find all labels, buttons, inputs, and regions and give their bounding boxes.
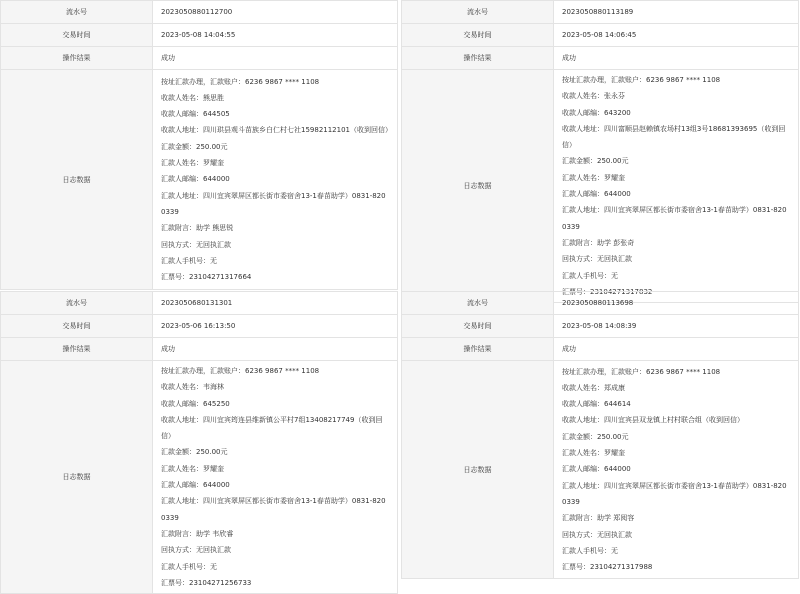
- log-line: 收款人姓名：张永芬: [562, 92, 625, 101]
- log-line: 回执方式：无回执汇款: [562, 255, 632, 264]
- log-line: 收款人姓名：郑成康: [562, 383, 625, 392]
- serial-value: 2023050680131301: [153, 292, 398, 315]
- log-line: 汇款人地址：四川宜宾翠屏区都长街市委宿舍13-1春苗助学）0831-8200339: [562, 206, 787, 231]
- log-line: 按址汇款办理，汇款账户：6236 9867 **** 1108: [161, 77, 320, 86]
- log-line: 汇款人手机号：无: [562, 271, 618, 280]
- result-value: 成功: [153, 47, 398, 70]
- result-value: 成功: [554, 338, 799, 361]
- log-line: 汇票号：23104271317664: [161, 273, 252, 282]
- log-line: 汇款人姓名：罗耀奎: [562, 173, 625, 182]
- log-line: 汇款附言：助学 韦欣睿: [161, 529, 234, 538]
- serial-label: 流水号: [1, 292, 153, 315]
- log-label: 日志数据: [1, 70, 153, 290]
- log-line: 汇款人地址：四川宜宾翠屏区都长街市委宿舍13-1春苗助学）0831-8200339: [562, 481, 787, 506]
- log-label: 日志数据: [402, 361, 554, 579]
- log-line: 汇款金额：250.00元: [161, 142, 228, 151]
- log-line: 汇票号：23104271317832: [562, 287, 653, 296]
- serial-value: 2023050880113698: [554, 292, 799, 315]
- log-data: [554, 361, 799, 579]
- log-line: 汇款人手机号：无: [161, 256, 217, 265]
- serial-value: 2023050880113189: [554, 1, 799, 24]
- log-line: 收款人地址：四川宜宾县双龙镇上村村联合组（收到回信）: [562, 416, 744, 425]
- time-value: 2023-05-08 14:06:45: [554, 24, 799, 47]
- time-label: 交易时间: [402, 24, 554, 47]
- log-line: 收款人邮编：644505: [161, 110, 230, 119]
- log-line: 按址汇款办理，汇款账户：6236 9867 **** 1108: [562, 367, 721, 376]
- log-line: 按址汇款办理，汇款账户：6236 9867 **** 1108: [562, 76, 721, 84]
- log-line: 收款人邮编：645250: [161, 399, 230, 408]
- log-label: 日志数据: [1, 361, 153, 594]
- log-label: 日志数据: [402, 70, 554, 303]
- log-line: 按址汇款办理，汇款账户：6236 9867 **** 1108: [161, 367, 320, 375]
- log-line: 收款人邮编：643200: [562, 108, 631, 117]
- time-label: 交易时间: [402, 315, 554, 338]
- log-data: [153, 361, 398, 594]
- log-line: 收款人姓名：熊思胜: [161, 93, 224, 102]
- log-line: 汇款人姓名：罗耀奎: [161, 159, 224, 168]
- record-panel: [401, 0, 799, 303]
- record-panel: [0, 0, 398, 290]
- time-value: 2023-05-08 14:04:55: [153, 24, 398, 47]
- time-value: 2023-05-06 16:13:50: [153, 315, 398, 338]
- log-line: 汇款金额：250.00元: [562, 432, 629, 441]
- log-line: 回执方式：无回执汇款: [161, 546, 231, 555]
- log-line: 汇款附言：助学 熊思锐: [161, 224, 234, 233]
- result-label: 操作结果: [1, 47, 153, 70]
- log-line: 汇款附言：助学 郑阅容: [562, 514, 635, 523]
- log-line: 汇款人地址：四川宜宾翠屏区都长街市委宿舍13-1春苗助学）0831-8200339: [161, 191, 386, 216]
- result-label: 操作结果: [1, 338, 153, 361]
- serial-label: 流水号: [402, 1, 554, 24]
- log-line: 收款人姓名：韦海林: [161, 383, 224, 392]
- serial-label: 流水号: [1, 1, 153, 24]
- log-line: 汇款人邮编：644000: [161, 175, 230, 184]
- log-line: 回执方式：无回执汇款: [161, 240, 231, 249]
- log-data: [153, 70, 398, 290]
- log-line: 收款人地址：四川宜宾筠连县维新镇公平村7组13408217749（收到回信）: [161, 415, 383, 441]
- log-line: 汇款金额：250.00元: [161, 448, 228, 457]
- log-line: 汇款附言：助学 彭张奇: [562, 238, 635, 247]
- log-line: 汇款人手机号：无: [562, 546, 618, 555]
- log-line: 汇款人手机号：无: [161, 562, 217, 571]
- result-label: 操作结果: [402, 47, 554, 70]
- log-line: 汇款金额：250.00元: [562, 157, 629, 166]
- result-label: 操作结果: [402, 338, 554, 361]
- result-value: 成功: [554, 47, 799, 70]
- log-line: 收款人地址：四川富顺县赵赖镇农场村13组3号18681393695（收到回信）: [562, 124, 786, 150]
- log-line: 收款人地址：四川珙县观斗苗族乡白仁村七社15982112101（收到回信）: [161, 126, 392, 135]
- log-line: 回执方式：无回执汇款: [562, 530, 632, 539]
- time-label: 交易时间: [1, 24, 153, 47]
- log-line: 汇票号：23104271256733: [161, 578, 252, 587]
- log-line: 汇款人邮编：644000: [562, 465, 631, 474]
- time-label: 交易时间: [1, 315, 153, 338]
- log-line: 汇款人姓名：罗耀奎: [161, 464, 224, 473]
- log-line: 汇款人邮编：644000: [562, 190, 631, 199]
- log-line: 汇款人地址：四川宜宾翠屏区都长街市委宿舍13-1春苗助学）0831-8200339: [161, 497, 386, 522]
- result-value: 成功: [153, 338, 398, 361]
- log-line: 汇款人邮编：644000: [161, 481, 230, 490]
- log-line: 汇款人姓名：罗耀奎: [562, 449, 625, 458]
- log-line: 收款人邮编：644614: [562, 400, 631, 409]
- record-panel: [0, 291, 398, 594]
- log-data: [554, 70, 799, 303]
- record-panel: [401, 291, 799, 579]
- time-value: 2023-05-08 14:08:39: [554, 315, 799, 338]
- serial-value: 2023050880112700: [153, 1, 398, 24]
- serial-label: 流水号: [402, 292, 554, 315]
- log-line: 汇票号：23104271317988: [562, 563, 653, 572]
